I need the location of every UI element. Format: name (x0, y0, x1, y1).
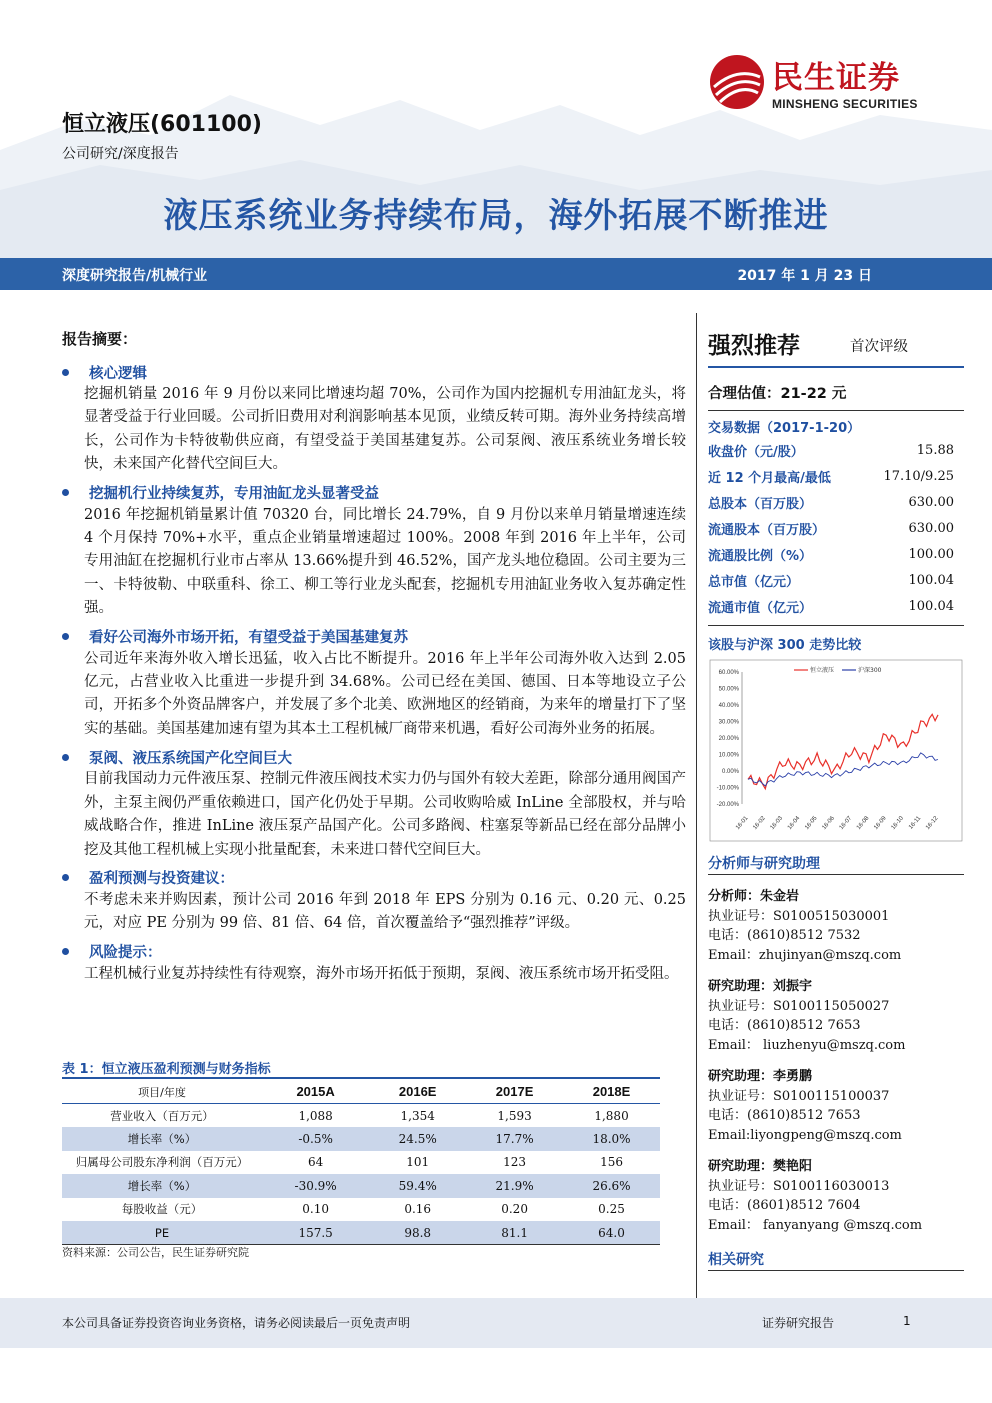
analyst-phone: 电话：(8610)8512 7653 (708, 1108, 861, 1123)
trade-row (708, 567, 964, 593)
table-top-rule (62, 1077, 660, 1079)
chart-frame (710, 660, 962, 841)
abstract-section (62, 941, 686, 986)
y-tick-label: 60.00% (718, 670, 739, 676)
bullet-icon (62, 633, 69, 640)
table-header-cell: 项目/年度 (138, 1085, 186, 1099)
trade-value: 15.88 (916, 442, 954, 458)
trade-value: 17.10/9.25 (883, 468, 954, 484)
price-chart-svg (708, 658, 964, 843)
series-line-stock (748, 714, 938, 789)
table-cell: 101 (406, 1155, 430, 1170)
table-cell: -30.9% (262, 1174, 369, 1198)
table-cell: 64.0 (563, 1221, 660, 1245)
x-tick-label: 16-08 (855, 815, 871, 832)
financial-table (62, 1080, 660, 1245)
trade-value: 100.00 (908, 546, 954, 562)
analyst-phone: 电话：(8610)8512 7653 (708, 1018, 861, 1033)
section-body: 不考虑未来并购因素，预计公司 2016 年到 2018 年 EPS 分别为 0.16 元、0.20 元、0.25 元，对应 PE 分别为 99 倍、81 倍、64 倍，首次覆盖给予“强烈推荐”评级。 (84, 891, 686, 932)
analyst-name-line (708, 1157, 964, 1177)
report-date: 2017 年 1 月 23 日 (737, 268, 872, 284)
analyst-card (708, 887, 964, 965)
analyst-role: 研究助理： (708, 1159, 774, 1174)
report-headline: 液压系统业务持续布局，海外拓展不断推进 (163, 196, 829, 236)
section-title: 看好公司海外市场开拓，有望受益于美国基建复苏 (89, 630, 408, 647)
analyst-name-line (708, 1067, 964, 1087)
x-tick-label: 16-11 (908, 815, 923, 831)
y-tick-label: 20.00% (718, 736, 739, 742)
analyst-name: 刘振宇 (773, 979, 813, 994)
footer (0, 1298, 992, 1348)
legend-label: 恒立液压 (810, 667, 835, 674)
table-cell: 0.25 (598, 1202, 625, 1217)
price-chart (708, 658, 964, 843)
analyst-email[interactable]: Email： fanyanyang @mszq.com (708, 1217, 923, 1233)
table-source: 资料来源：公司公告，民生证券研究院 (62, 1246, 249, 1259)
bullet-icon (62, 489, 69, 496)
table-cell: 17.7% (466, 1127, 563, 1151)
legend-label: 沪深300 (858, 667, 882, 674)
x-tick-label: 16-05 (804, 815, 819, 832)
analyst-cert: 执业证号：S0100116030013 (708, 1178, 890, 1194)
header-bar (0, 258, 992, 290)
abstract-section (62, 867, 686, 936)
table-cell: 24.5% (369, 1127, 466, 1151)
table-row (62, 1127, 660, 1151)
trade-data-list (708, 437, 964, 619)
section-heading (62, 482, 686, 504)
table-cell: 123 (503, 1155, 527, 1170)
trade-key: 近 12 个月最高/最低 (708, 470, 831, 486)
y-tick-label: 40.00% (718, 703, 739, 709)
x-tick-label: 16-03 (769, 815, 785, 832)
table-header-cell: 2018E (592, 1084, 631, 1099)
section-title: 挖掘机行业持续复苏，专用油缸龙头显著受益 (89, 486, 379, 503)
table-row (62, 1151, 660, 1175)
section-heading (62, 867, 686, 889)
section-title: 泵阀、液压系统国产化空间巨大 (89, 750, 292, 767)
table-cell: 1,088 (298, 1108, 333, 1123)
brand-name-en: MINSHENG SECURITIES (772, 97, 918, 111)
rating-row (708, 320, 964, 360)
table-row (62, 1104, 660, 1128)
trade-row (708, 515, 964, 541)
section-body: 公司近年来海外收入增长迅猛，收入占比不断提升。2016 年上半年公司海外收入达到 2.05 亿元，占营业收入比重进一步提升到 34.68%。公司已经在美国、德国、日本等地设立子公司，开拓多个外资品牌客户，并发展了多个北美、欧洲地区的经销商，为来年的增量打下了坚实的基础。美国基建加速有望为其本土工程机械厂商带来机遇，看好公司海外业务的拓展。 (84, 650, 686, 737)
x-tick-label: 16-02 (752, 815, 767, 832)
trade-row (708, 463, 964, 489)
trade-rule (708, 625, 964, 626)
table-header-cell: 2016E (398, 1084, 437, 1099)
analyst-name: 朱金岩 (760, 889, 800, 904)
analyst-name-line (708, 887, 964, 907)
bullet-icon (62, 874, 69, 881)
analysts-block (708, 853, 964, 1235)
x-tick-label: 16-10 (890, 815, 905, 832)
table-cell: 每股收益（元） (121, 1202, 203, 1217)
related-research-title: 相关研究 (708, 1249, 964, 1271)
analyst-card (708, 1067, 964, 1145)
table-title: 表 1：恒立液压盈利预测与财务指标 (62, 1062, 271, 1077)
trade-value: 100.04 (908, 572, 954, 588)
y-tick-label: -20.00% (716, 802, 739, 808)
x-tick-label: 16-09 (873, 815, 888, 832)
analyst-email[interactable]: Email： liuzhenyu@mszq.com (708, 1037, 906, 1053)
section-body: 2016 年挖掘机销量累计值 70320 台，同比增长 24.79%，自 9 月份以来单月销量增速连续 4 个月保持 70%+水平，重点企业销量增速超过 100%。2008 年到 2016 年上半年，公司专用油缸在挖掘机行业市占率从 13.66%提升到 46.52%，国产龙头地位稳固。公司主要为三一、卡特彼勒、中联重科、徐工、柳工等行业龙头配套，挖掘机专用油缸业务收入复苏确定性强。 (84, 506, 686, 617)
trade-key: 收盘价（元/股） (708, 444, 804, 460)
table-cell: 157.5 (262, 1221, 369, 1245)
trade-value: 100.04 (908, 598, 954, 614)
analyst-cert: 执业证号：S0100515030001 (708, 908, 890, 924)
table-row (62, 1174, 660, 1198)
table-cell: 81.1 (466, 1221, 563, 1245)
rating-rule (708, 366, 964, 368)
abstract-section (62, 626, 686, 742)
analyst-card (708, 977, 964, 1055)
analyst-card (708, 1157, 964, 1235)
table-cell: -0.5% (262, 1127, 369, 1151)
trade-key: 流通股比例（%） (708, 548, 813, 564)
bullet-icon (62, 754, 69, 761)
table-cell: 营业收入（百万元） (110, 1108, 214, 1123)
rating-note: 首次评级 (850, 339, 908, 355)
trade-row (708, 541, 964, 567)
trade-value: 630.00 (908, 494, 954, 510)
y-tick-label: 30.00% (718, 719, 739, 726)
footer-label: 证券研究报告 (762, 1316, 835, 1330)
section-body: 挖掘机销量 2016 年 9 月份以来同比增速均超 70%，公司作为国内挖掘机专用油缸龙头，将显著受益于行业回暖。公司折旧费用对利润影响基本见顶，业绩反转可期。海外业务持续高增长，公司作为卡特彼勒供应商，有望受益于美国基建复苏。公司泵阀、液压系统业务增长较快，未来国产化替代空间巨大。 (84, 386, 686, 473)
column-divider (696, 313, 697, 1301)
table-row (62, 1198, 660, 1222)
table-cell: 增长率（%） (62, 1127, 262, 1151)
analyst-cert: 执业证号：S0100115100037 (708, 1088, 890, 1104)
footer-disclaimer: 本公司具备证券投资咨询业务资格，请务必阅读最后一页免责声明 (62, 1316, 411, 1330)
table-cell: 0.16 (404, 1202, 432, 1217)
sidebar (708, 320, 964, 843)
analyst-name-line (708, 977, 964, 997)
table-cell: 增长率（%） (62, 1174, 262, 1198)
analyst-email[interactable]: Email:liyongpeng@mszq.com (708, 1127, 902, 1143)
analyst-cert: 执业证号：S0100115050027 (708, 998, 890, 1014)
trade-data-title: 交易数据（2017-1-20） (708, 421, 861, 436)
x-tick-label: 16-01 (735, 815, 750, 832)
y-tick-label: 0.00% (721, 769, 739, 775)
brand-name-cn: 民生证券 (772, 60, 900, 96)
table-cell: 0.20 (501, 1202, 528, 1217)
analyst-list (708, 887, 964, 1235)
abstract-section (62, 482, 686, 621)
trade-row (708, 437, 964, 463)
abstract-section (62, 361, 686, 477)
analysts-title: 分析师与研究助理 (708, 853, 964, 875)
table-header-row (62, 1080, 660, 1104)
bullet-icon (62, 948, 69, 955)
rating: 强烈推荐 (708, 333, 800, 359)
table-cell: 1,880 (594, 1108, 629, 1123)
section-heading (62, 626, 686, 648)
table-cell: 0.10 (302, 1202, 329, 1217)
section-title: 风险提示： (89, 945, 162, 962)
page-number: 1 (903, 1314, 911, 1328)
table-cell: 18.0% (563, 1127, 660, 1151)
trade-key: 总市值（亿元） (708, 574, 800, 590)
trade-value: 630.00 (908, 520, 954, 536)
fair-value-rule (708, 410, 964, 411)
table-cell: 21.9% (466, 1174, 563, 1198)
trade-key: 流通市值（亿元） (708, 600, 813, 616)
trade-row (708, 489, 964, 515)
section-title: 核心逻辑 (89, 365, 147, 382)
analyst-role: 研究助理： (708, 979, 774, 994)
analyst-email[interactable]: Email：zhujinyan@mszq.com (708, 947, 902, 963)
abstract-sections (62, 361, 686, 986)
x-tick-label: 16-04 (786, 815, 802, 832)
analyst-role: 分析师： (708, 889, 761, 904)
table-body (62, 1104, 660, 1245)
section-body: 目前我国动力元件液压泵、控制元件液压阀技术实力仍与国外有较大差距，除部分通用阀国产外，主泵主阀仍严重依赖进口，国产化仍处于早期。公司收购哈威 InLine 全部股权，并与哈威战略合作，推进 InLine 液压泵产品国产化。公司多路阀、柱塞泵等新品已经在部分品牌小挖及其他工程机械上实现小批量配套，未来进口替代空间巨大。 (84, 771, 686, 858)
minsheng-logo-icon (708, 53, 766, 111)
table-cell: 归属母公司股东净利润（百万元） (75, 1155, 249, 1170)
fair-value: 合理估值：21-22 元 (708, 386, 847, 402)
analyst-role: 研究助理： (708, 1069, 774, 1084)
y-tick-label: -10.00% (716, 785, 739, 792)
table-cell: 156 (600, 1155, 623, 1170)
analyst-phone: 电话：(8610)8512 7532 (708, 928, 861, 943)
analyst-name: 李勇鹏 (773, 1069, 813, 1084)
table-header-cell: 2017E (495, 1084, 534, 1099)
section-title: 盈利预测与投资建议： (89, 871, 234, 888)
abstract-section (62, 746, 686, 862)
report-type: 公司研究/深度报告 (62, 146, 179, 162)
x-tick-label: 16-12 (925, 815, 940, 832)
trade-row (708, 593, 964, 619)
x-tick-label: 16-07 (838, 815, 854, 832)
trade-key: 总股本（百万股） (708, 496, 813, 512)
y-tick-label: 10.00% (718, 752, 739, 759)
table-cell: PE (62, 1221, 262, 1245)
brand-logo (708, 52, 918, 111)
table-cell: 1,354 (400, 1108, 435, 1123)
bullet-icon (62, 369, 69, 376)
section-heading (62, 941, 686, 963)
chart-title: 该股与沪深 300 走势比较 (708, 638, 862, 653)
abstract (62, 328, 686, 991)
analyst-phone: 电话：(8601)8512 7604 (708, 1198, 861, 1213)
analyst-name: 樊艳阳 (773, 1159, 813, 1174)
report-category: 深度研究报告/机械行业 (62, 268, 208, 284)
table-row (62, 1221, 660, 1245)
section-heading (62, 746, 686, 768)
trade-key: 流通股本（百万股） (708, 522, 826, 538)
x-tick-label: 16-06 (821, 815, 836, 832)
table-cell: 1,593 (497, 1108, 532, 1123)
company-title: 恒立液压(601100) (62, 112, 262, 137)
table-cell: 59.4% (369, 1174, 466, 1198)
section-heading (62, 361, 686, 383)
section-body: 工程机械行业复苏持续性有待观察，海外市场开拓低于预期，泵阀、液压系统市场开拓受阻。 (84, 965, 679, 982)
table-header-cell: 2015A (296, 1084, 335, 1099)
abstract-title: 报告摘要： (62, 330, 138, 348)
table-cell: 26.6% (563, 1174, 660, 1198)
table-cell: 98.8 (369, 1221, 466, 1245)
table-cell: 64 (307, 1155, 324, 1170)
y-tick-label: 50.00% (718, 686, 739, 693)
